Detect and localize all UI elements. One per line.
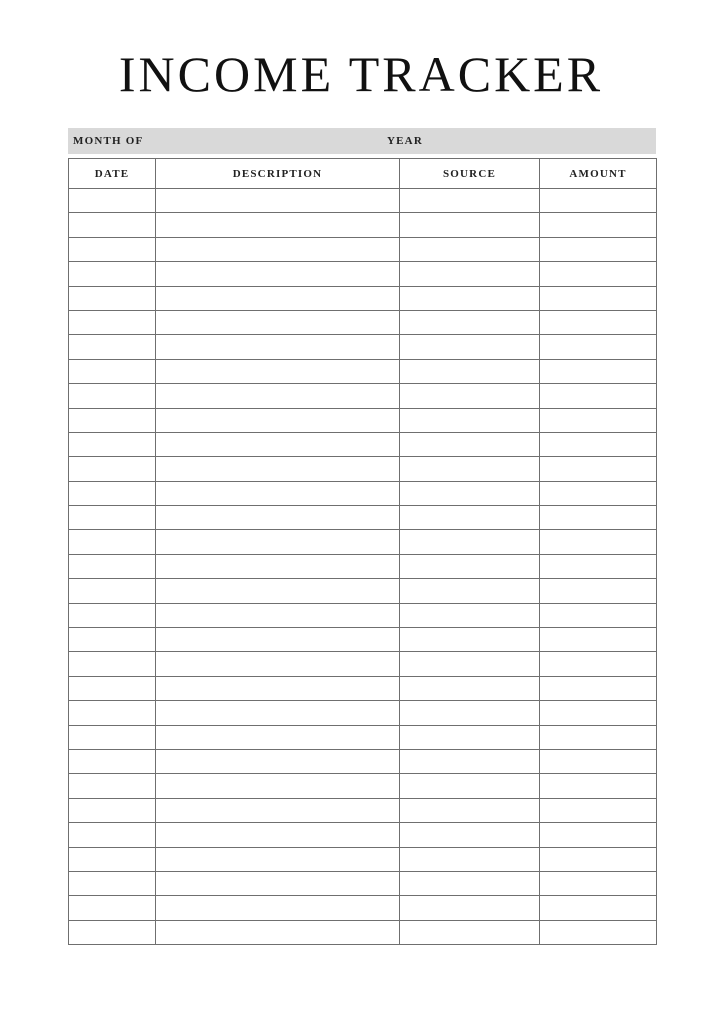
table-row bbox=[69, 506, 657, 530]
amount-cell[interactable] bbox=[540, 481, 657, 505]
month-of-label[interactable]: MONTH OF bbox=[73, 135, 144, 147]
description-cell[interactable] bbox=[156, 871, 400, 895]
description-cell[interactable] bbox=[156, 628, 400, 652]
year-label[interactable]: YEAR bbox=[387, 135, 423, 147]
amount-cell[interactable] bbox=[540, 335, 657, 359]
amount-cell[interactable] bbox=[540, 384, 657, 408]
table-row bbox=[69, 628, 657, 652]
amount-cell[interactable] bbox=[540, 262, 657, 286]
source-cell[interactable] bbox=[400, 481, 540, 505]
table-row bbox=[69, 652, 657, 676]
amount-cell[interactable] bbox=[540, 457, 657, 481]
column-header-date: DATE bbox=[69, 159, 156, 189]
amount-cell[interactable] bbox=[540, 701, 657, 725]
amount-cell[interactable] bbox=[540, 554, 657, 578]
column-header-source: SOURCE bbox=[400, 159, 540, 189]
table-row bbox=[69, 798, 657, 822]
source-cell[interactable] bbox=[400, 506, 540, 530]
source-cell[interactable] bbox=[400, 530, 540, 554]
description-cell[interactable] bbox=[156, 457, 400, 481]
description-cell[interactable] bbox=[156, 603, 400, 627]
date-cell[interactable] bbox=[69, 725, 156, 749]
source-cell[interactable] bbox=[400, 213, 540, 237]
source-cell[interactable] bbox=[400, 359, 540, 383]
amount-cell[interactable] bbox=[540, 896, 657, 920]
source-cell[interactable] bbox=[400, 286, 540, 310]
description-cell[interactable] bbox=[156, 481, 400, 505]
source-cell[interactable] bbox=[400, 652, 540, 676]
table-row bbox=[69, 432, 657, 456]
table-row bbox=[69, 823, 657, 847]
source-cell[interactable] bbox=[400, 847, 540, 871]
date-cell[interactable] bbox=[69, 359, 156, 383]
source-cell[interactable] bbox=[400, 408, 540, 432]
table-row bbox=[69, 530, 657, 554]
amount-cell[interactable] bbox=[540, 823, 657, 847]
source-cell[interactable] bbox=[400, 676, 540, 700]
date-cell[interactable] bbox=[69, 189, 156, 213]
source-cell[interactable] bbox=[400, 432, 540, 456]
table-row bbox=[69, 457, 657, 481]
description-cell[interactable] bbox=[156, 286, 400, 310]
table-row bbox=[69, 262, 657, 286]
date-cell[interactable] bbox=[69, 213, 156, 237]
table-row bbox=[69, 920, 657, 944]
ledger-body bbox=[69, 189, 657, 945]
source-cell[interactable] bbox=[400, 920, 540, 944]
description-cell[interactable] bbox=[156, 310, 400, 334]
table-row bbox=[69, 676, 657, 700]
amount-cell[interactable] bbox=[540, 310, 657, 334]
table-row bbox=[69, 896, 657, 920]
source-cell[interactable] bbox=[400, 749, 540, 773]
date-cell[interactable] bbox=[69, 847, 156, 871]
description-cell[interactable] bbox=[156, 506, 400, 530]
amount-cell[interactable] bbox=[540, 579, 657, 603]
description-cell[interactable] bbox=[156, 432, 400, 456]
amount-cell[interactable] bbox=[540, 847, 657, 871]
amount-cell[interactable] bbox=[540, 652, 657, 676]
description-cell[interactable] bbox=[156, 896, 400, 920]
amount-cell[interactable] bbox=[540, 920, 657, 944]
date-cell[interactable] bbox=[69, 823, 156, 847]
date-cell[interactable] bbox=[69, 603, 156, 627]
table-row bbox=[69, 335, 657, 359]
description-cell[interactable] bbox=[156, 798, 400, 822]
description-cell[interactable] bbox=[156, 652, 400, 676]
source-cell[interactable] bbox=[400, 725, 540, 749]
amount-cell[interactable] bbox=[540, 213, 657, 237]
table-row bbox=[69, 579, 657, 603]
date-cell[interactable] bbox=[69, 676, 156, 700]
description-cell[interactable] bbox=[156, 823, 400, 847]
table-row bbox=[69, 384, 657, 408]
date-cell[interactable] bbox=[69, 554, 156, 578]
table-row bbox=[69, 359, 657, 383]
amount-cell[interactable] bbox=[540, 286, 657, 310]
date-cell[interactable] bbox=[69, 798, 156, 822]
description-cell[interactable] bbox=[156, 189, 400, 213]
description-cell[interactable] bbox=[156, 676, 400, 700]
date-cell[interactable] bbox=[69, 384, 156, 408]
source-cell[interactable] bbox=[400, 871, 540, 895]
amount-cell[interactable] bbox=[540, 628, 657, 652]
date-cell[interactable] bbox=[69, 408, 156, 432]
table-row bbox=[69, 408, 657, 432]
source-cell[interactable] bbox=[400, 237, 540, 261]
source-cell[interactable] bbox=[400, 701, 540, 725]
description-cell[interactable] bbox=[156, 530, 400, 554]
description-cell[interactable] bbox=[156, 725, 400, 749]
date-cell[interactable] bbox=[69, 774, 156, 798]
source-cell[interactable] bbox=[400, 628, 540, 652]
source-cell[interactable] bbox=[400, 384, 540, 408]
table-row bbox=[69, 237, 657, 261]
table-row bbox=[69, 603, 657, 627]
table-row bbox=[69, 774, 657, 798]
date-cell[interactable] bbox=[69, 749, 156, 773]
amount-cell[interactable] bbox=[540, 774, 657, 798]
amount-cell[interactable] bbox=[540, 359, 657, 383]
table-row bbox=[69, 871, 657, 895]
source-cell[interactable] bbox=[400, 603, 540, 627]
description-cell[interactable] bbox=[156, 749, 400, 773]
date-cell[interactable] bbox=[69, 432, 156, 456]
table-row bbox=[69, 481, 657, 505]
amount-cell[interactable] bbox=[540, 749, 657, 773]
date-cell[interactable] bbox=[69, 871, 156, 895]
source-cell[interactable] bbox=[400, 774, 540, 798]
table-row bbox=[69, 189, 657, 213]
column-header-description: DESCRIPTION bbox=[156, 159, 400, 189]
description-cell[interactable] bbox=[156, 213, 400, 237]
source-cell[interactable] bbox=[400, 189, 540, 213]
date-cell[interactable] bbox=[69, 896, 156, 920]
description-cell[interactable] bbox=[156, 262, 400, 286]
date-cell[interactable] bbox=[69, 310, 156, 334]
table-row bbox=[69, 310, 657, 334]
date-cell[interactable] bbox=[69, 262, 156, 286]
description-cell[interactable] bbox=[156, 579, 400, 603]
description-cell[interactable] bbox=[156, 554, 400, 578]
table-row bbox=[69, 286, 657, 310]
amount-cell[interactable] bbox=[540, 408, 657, 432]
description-cell[interactable] bbox=[156, 384, 400, 408]
source-cell[interactable] bbox=[400, 579, 540, 603]
amount-cell[interactable] bbox=[540, 237, 657, 261]
date-cell[interactable] bbox=[69, 457, 156, 481]
date-cell[interactable] bbox=[69, 481, 156, 505]
table-row bbox=[69, 554, 657, 578]
table-row bbox=[69, 749, 657, 773]
date-cell[interactable] bbox=[69, 920, 156, 944]
date-cell[interactable] bbox=[69, 701, 156, 725]
source-cell[interactable] bbox=[400, 262, 540, 286]
amount-cell[interactable] bbox=[540, 432, 657, 456]
description-cell[interactable] bbox=[156, 774, 400, 798]
amount-cell[interactable] bbox=[540, 603, 657, 627]
date-cell[interactable] bbox=[69, 628, 156, 652]
income-ledger-table bbox=[68, 158, 657, 945]
date-cell[interactable] bbox=[69, 335, 156, 359]
date-cell[interactable] bbox=[69, 237, 156, 261]
description-cell[interactable] bbox=[156, 359, 400, 383]
source-cell[interactable] bbox=[400, 896, 540, 920]
amount-cell[interactable] bbox=[540, 530, 657, 554]
description-cell[interactable] bbox=[156, 335, 400, 359]
amount-cell[interactable] bbox=[540, 676, 657, 700]
date-cell[interactable] bbox=[69, 579, 156, 603]
amount-cell[interactable] bbox=[540, 189, 657, 213]
source-cell[interactable] bbox=[400, 554, 540, 578]
amount-cell[interactable] bbox=[540, 506, 657, 530]
table-row bbox=[69, 847, 657, 871]
date-cell[interactable] bbox=[69, 286, 156, 310]
description-cell[interactable] bbox=[156, 701, 400, 725]
column-header-amount: AMOUNT bbox=[540, 159, 657, 189]
amount-cell[interactable] bbox=[540, 725, 657, 749]
source-cell[interactable] bbox=[400, 457, 540, 481]
month-year-bar bbox=[68, 128, 656, 154]
amount-cell[interactable] bbox=[540, 871, 657, 895]
table-row bbox=[69, 725, 657, 749]
date-cell[interactable] bbox=[69, 506, 156, 530]
source-cell[interactable] bbox=[400, 310, 540, 334]
date-cell[interactable] bbox=[69, 652, 156, 676]
date-cell[interactable] bbox=[69, 530, 156, 554]
description-cell[interactable] bbox=[156, 237, 400, 261]
description-cell[interactable] bbox=[156, 847, 400, 871]
source-cell[interactable] bbox=[400, 798, 540, 822]
table-header-row bbox=[69, 159, 657, 189]
source-cell[interactable] bbox=[400, 823, 540, 847]
source-cell[interactable] bbox=[400, 335, 540, 359]
table-row bbox=[69, 213, 657, 237]
description-cell[interactable] bbox=[156, 920, 400, 944]
description-cell[interactable] bbox=[156, 408, 400, 432]
table-row bbox=[69, 701, 657, 725]
amount-cell[interactable] bbox=[540, 798, 657, 822]
page-title: INCOME TRACKER bbox=[118, 46, 604, 102]
